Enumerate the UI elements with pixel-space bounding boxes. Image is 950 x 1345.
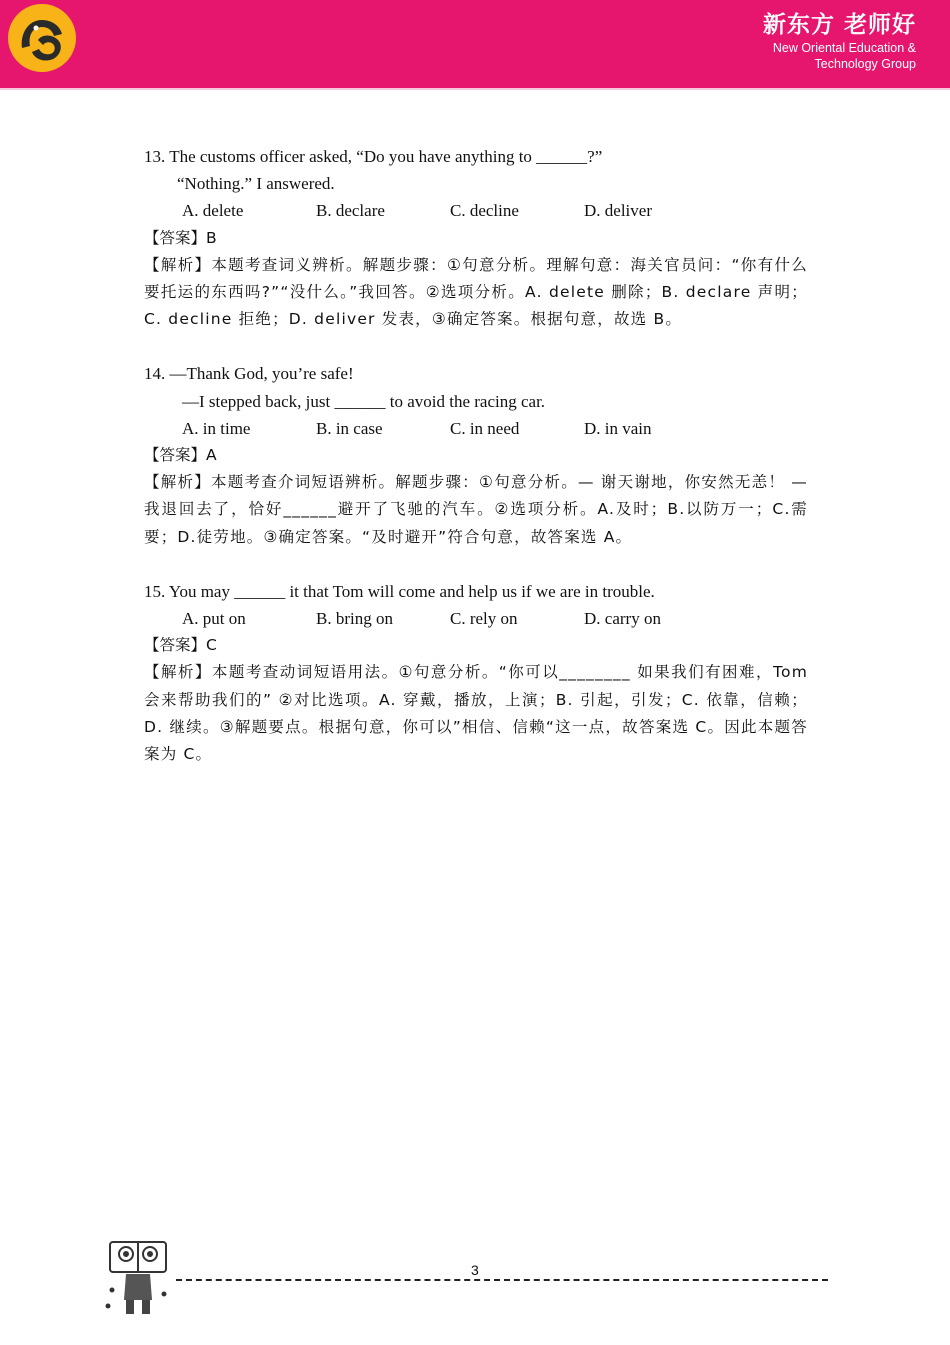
option-a: A. put on — [182, 609, 246, 629]
question-13-options — [144, 197, 808, 224]
question-15 — [144, 578, 808, 768]
option-c: C. rely on — [450, 609, 518, 629]
footer-dashed-divider — [176, 1279, 828, 1281]
question-14-analysis: 【解析】本题考查介词短语辨析。解题步骤：①句意分析。— 谢天谢地，你安然无恙！ — 我退回去了，恰好______避开了飞驰的汽车。②选项分析。A.及时；B.以防万一；C.需要；D.徒劳地。③确定答案。“及时避开”符合句意，故答案选 A。 — [144, 473, 808, 546]
question-15-stem: 15. You may ______ it that Tom will come and help us if we are in trouble. — [144, 581, 655, 601]
option-a: A. in time — [182, 418, 251, 438]
brand-chinese-name: 新东方 老师好 — [762, 12, 916, 38]
option-c: C. in need — [450, 418, 520, 438]
question-13-stem: 13. The customs officer asked, “Do you have anything to ______?” — [144, 147, 603, 166]
question-15-analysis: 【解析】本题考查动词短语用法。①句意分析。“你可以________ 如果我们有困难，Tom 会来帮助我们的” ②对比选项。A. 穿戴，播放，上演；B. 引起，引发；C. 依靠，信赖；D. 继续。③解题要点。根据句意，你可以”相信、信赖“这一点，故答案选 C。因此本题答案为 C。 — [144, 663, 808, 764]
option-a: A. delete — [182, 201, 244, 221]
reading-owl-mascot-icon — [104, 1238, 172, 1320]
spacer — [144, 551, 808, 578]
option-b: B. in case — [316, 418, 383, 438]
question-14-stem: 14. —Thank God, you’re safe! — [144, 364, 354, 384]
question-13-answer: 【答案】B — [144, 228, 217, 247]
brand-english-name — [773, 40, 916, 72]
option-d: D. carry on — [584, 609, 661, 629]
question-15-answer: 【答案】C — [144, 636, 217, 655]
page-header — [0, 0, 950, 88]
option-d: D. in vain — [584, 418, 652, 438]
question-14-response: —I stepped back, just ______ to avoid the racing car. — [182, 391, 546, 411]
question-13-response: “Nothing.” I answered. — [177, 174, 335, 194]
option-c: C. decline — [450, 201, 519, 221]
new-oriental-logo-icon — [8, 4, 76, 72]
brand-english-line-1: New Oriental Education & — [772, 41, 916, 55]
question-14-answer: 【答案】A — [144, 446, 217, 465]
question-14 — [144, 360, 808, 550]
question-13-analysis: 【解析】本题考查词义辨析。解题步骤：①句意分析。理解句意：海关官员问：“你有什么要托运的东西吗?”“没什么。”我回答。②选项分析。A. delete 删除；B. declare 声明；C. decline 拒绝；D. deliver 发表，③确定答案。根据句意，故选 B。 — [144, 255, 808, 329]
page-number: 3 — [471, 1262, 479, 1278]
document-body — [144, 143, 808, 768]
question-14-options — [144, 415, 808, 442]
option-b: B. declare — [316, 201, 385, 221]
question-13 — [144, 143, 808, 333]
brand-english-line-2: Technology Group — [814, 57, 916, 71]
spacer — [144, 333, 808, 360]
question-15-options — [144, 605, 808, 632]
header-divider — [0, 88, 950, 90]
option-b: B. bring on — [316, 609, 393, 629]
option-d: D. deliver — [584, 201, 652, 221]
